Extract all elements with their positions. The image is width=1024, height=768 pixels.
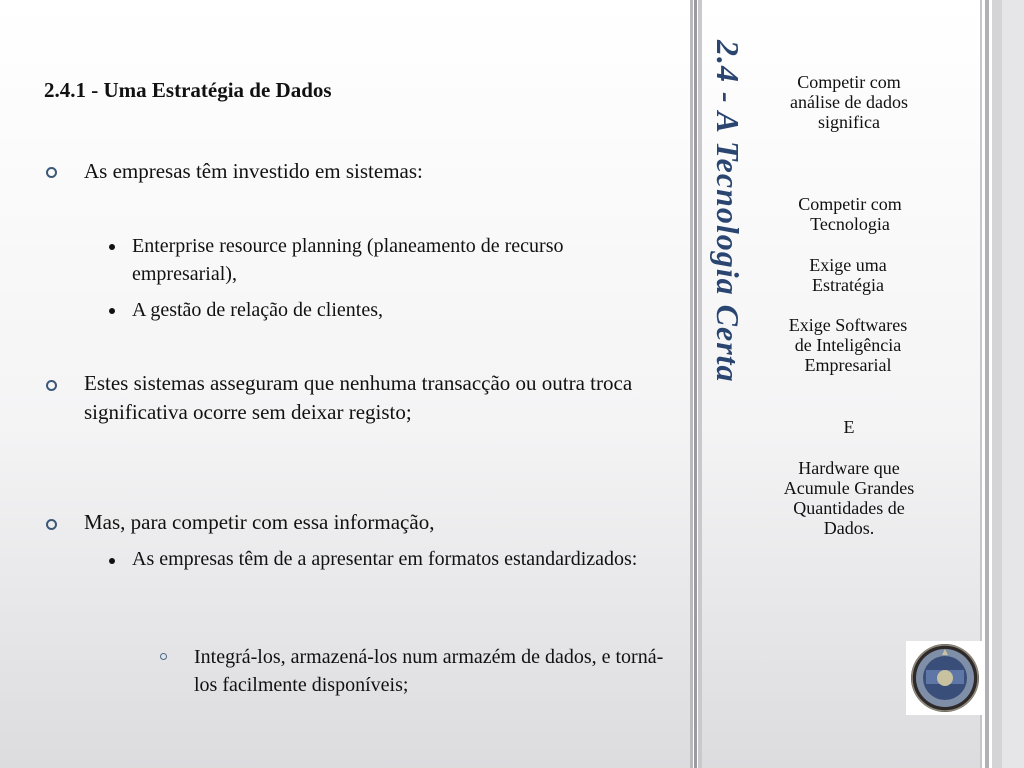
sidebar-text: Exige uma Estratégia: [809, 255, 887, 295]
title-bar: [702, 0, 750, 768]
bullet-marker: [46, 519, 57, 530]
bullet-marker: [109, 558, 115, 564]
bullet-text: Integrá-los, armazená-los num armazém de dados, e torná-los facilmente disponíveis;: [194, 646, 664, 696]
bullet-text: As empresas têm de a apresentar em formatos estandardizados:: [132, 548, 638, 570]
bullet-text: Estes sistemas asseguram que nenhuma transacção ou outra troca significativa ocorre sem deixar registo;: [84, 371, 633, 424]
sidebar-text: Hardware que Acumule Grandes Quantidades de Dados.: [783, 458, 915, 538]
sidebar-text: Competir com Tecnologia: [798, 194, 902, 234]
bullet-text: Mas, para competir com essa informação,: [84, 510, 435, 534]
bullet-marker: [109, 308, 115, 314]
sidebar-text: Exige Softwares de Inteligência Empresarial: [788, 315, 908, 375]
slide-subtitle: 2.4.1 - Uma Estratégia de Dados: [44, 78, 332, 102]
sidebar-text: Competir com análise de dados significa: [790, 72, 908, 132]
bullet-marker: [46, 380, 57, 391]
university-seal-icon: [906, 641, 984, 715]
bullet-text: Enterprise resource planning (planeamento de recurso empresarial),: [132, 235, 564, 285]
bullet-marker: [160, 653, 167, 660]
divider-stripes: [690, 0, 702, 768]
bullet-marker: [46, 167, 57, 178]
bullet-text: A gestão de relação de clientes,: [132, 299, 383, 321]
bullet-marker: [109, 244, 115, 250]
bullet-text: As empresas têm investido em sistemas:: [84, 159, 423, 183]
sidebar-text: E: [843, 417, 855, 437]
right-stripes: [980, 0, 1024, 768]
slide-title: 2.4 - A Tecnologia Certa: [710, 40, 746, 383]
